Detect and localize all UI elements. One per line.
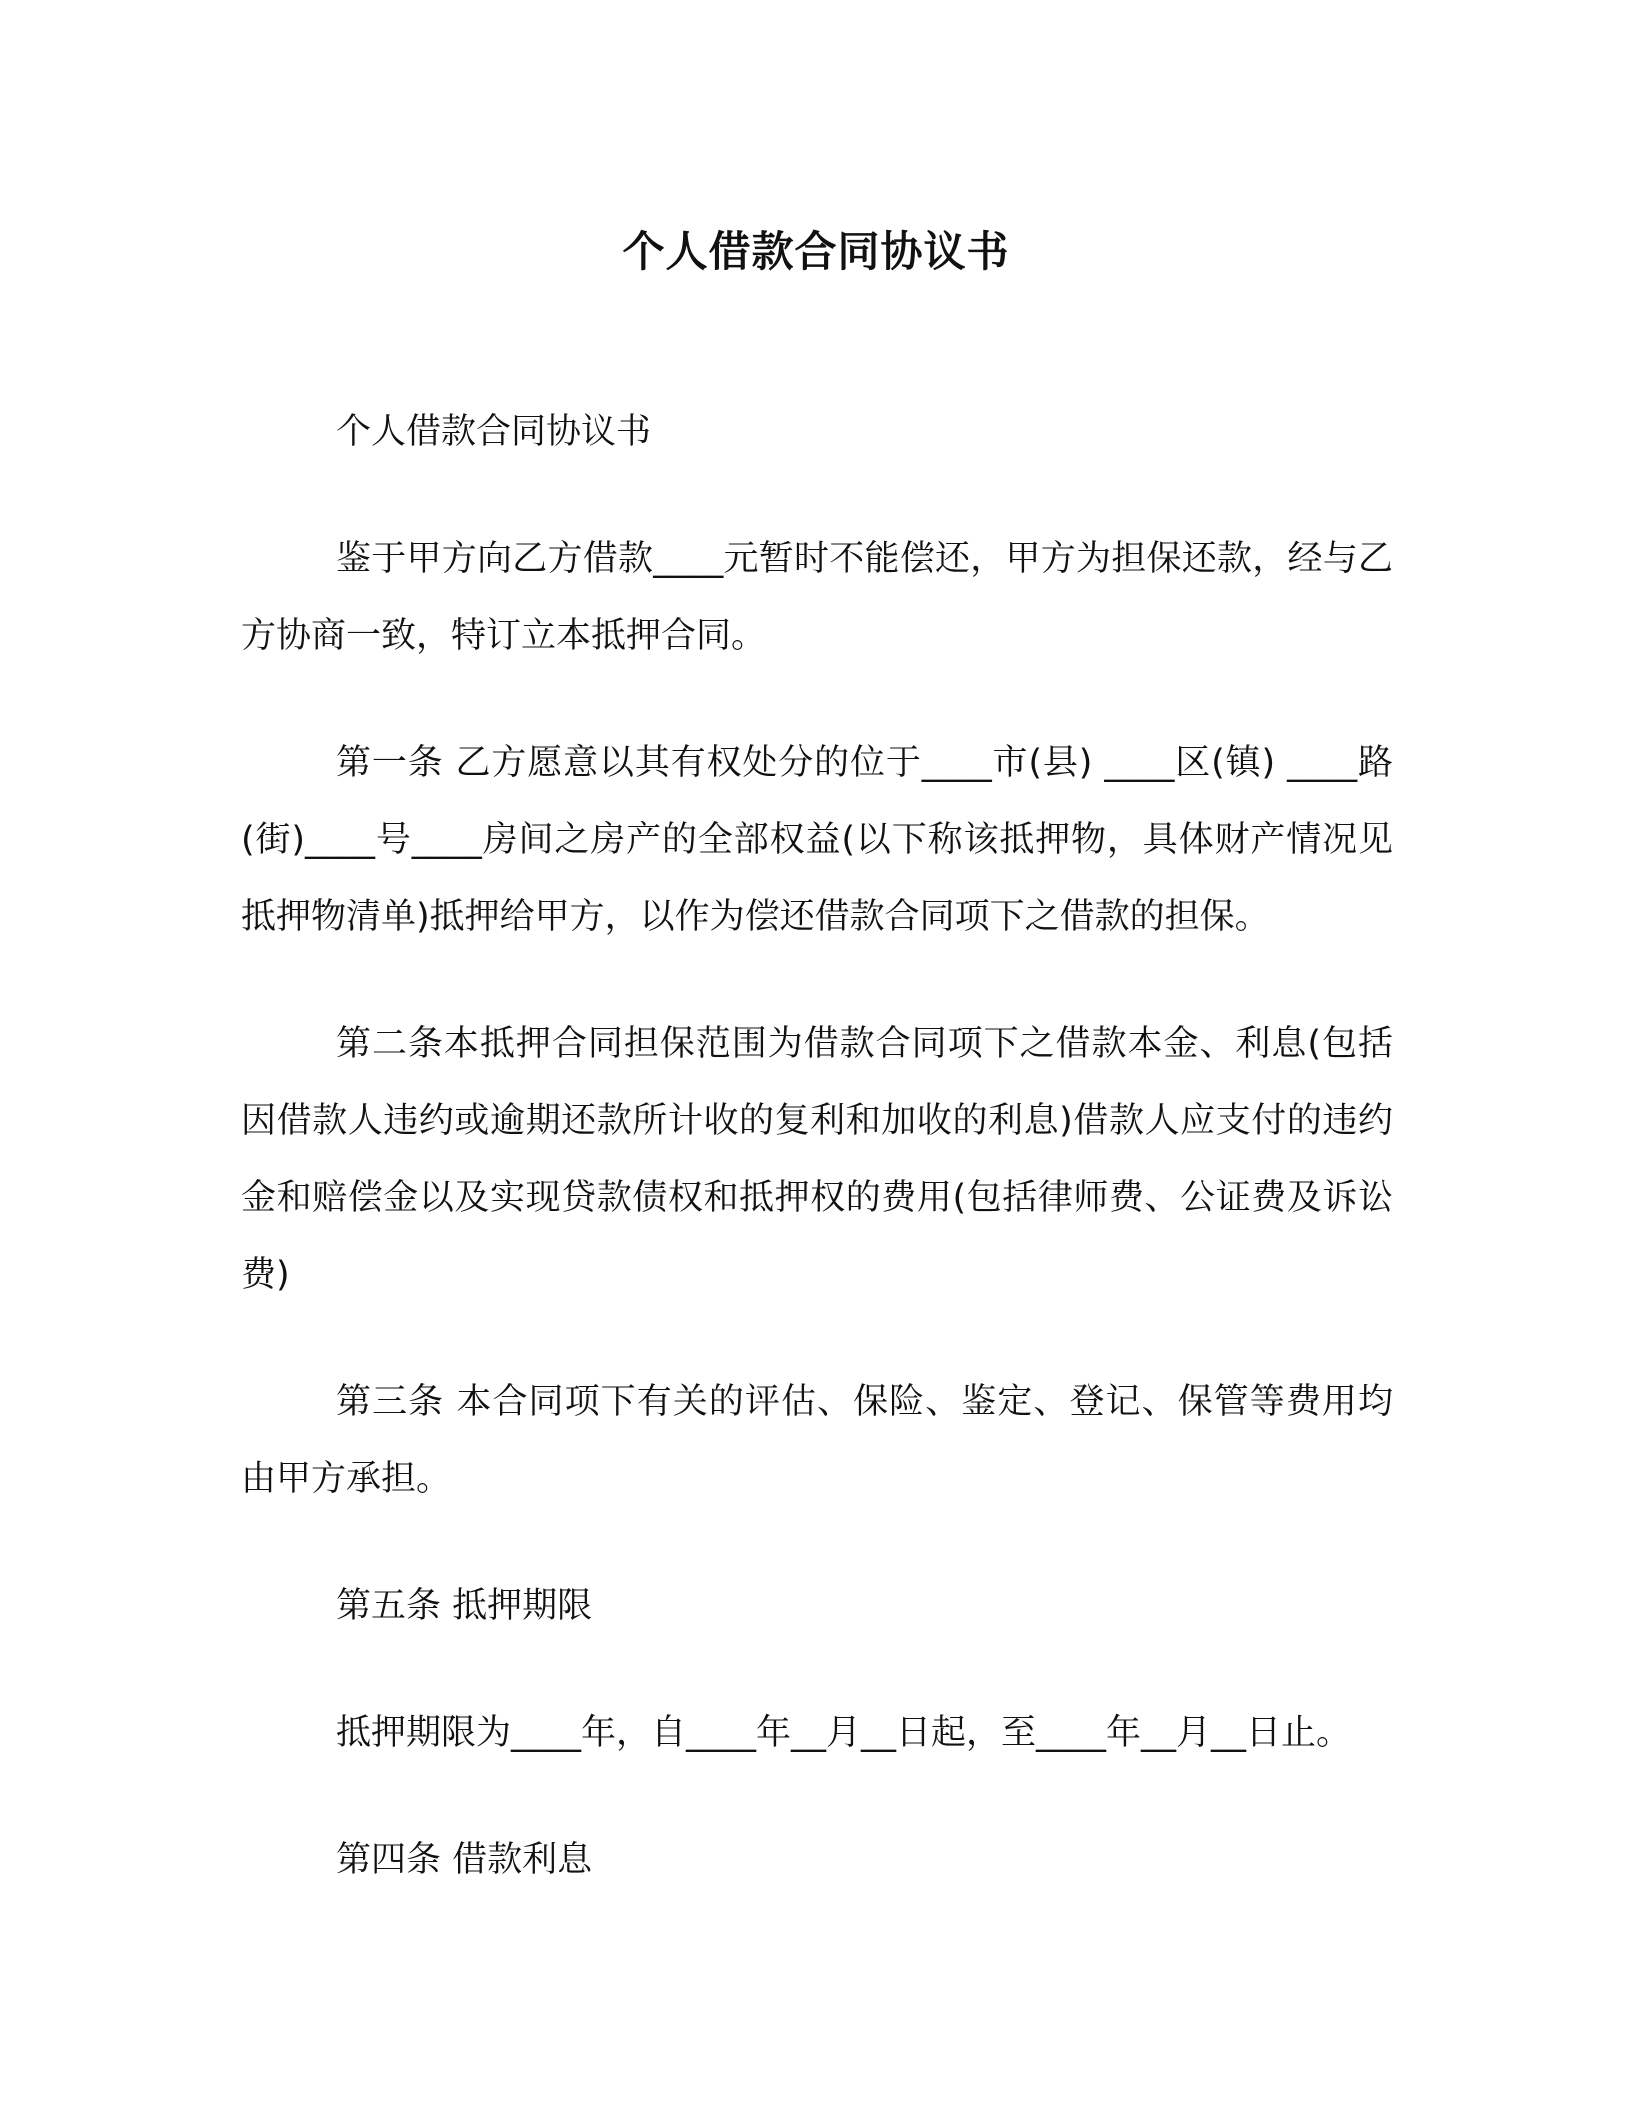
article-3-paragraph: 第三条 本合同项下有关的评估、保险、鉴定、登记、保管等费用均由甲方承担。 xyxy=(241,1382,1393,1499)
article-2-paragraph: 第二条本抵押合同担保范围为借款合同项下之借款本金、利息(包括因借款人违约或逾期还款所计收的复利和加收的利息)借款人应支付的违约金和赔偿金以及实现贷款债权和抵押权的费用(包括律师费、公证费及诉讼费) xyxy=(241,1024,1393,1295)
article-5-heading: 第五条 抵押期限 xyxy=(336,1586,593,1626)
document-body xyxy=(241,394,1393,1949)
subtitle-paragraph: 个人借款合同协议书 xyxy=(336,412,652,452)
document-title: 个人借款合同协议书 xyxy=(622,227,1010,276)
article-1-paragraph: 第一条 乙方愿意以其有权处分的位于____市(县) ____区(镇) ____路(街)____号____房间之房产的全部权益(以下称该抵押物，具体财产情况见抵押物清单)抵押给甲方，以作为偿还借款合同项下之借款的担保。 xyxy=(241,743,1393,937)
mortgage-term-paragraph: 抵押期限为____年，自____年__月__日起，至____年__月__日止。 xyxy=(336,1713,1352,1753)
preamble-paragraph: 鉴于甲方向乙方借款____元暂时不能偿还，甲方为担保还款，经与乙方协商一致，特订立本抵押合同。 xyxy=(241,539,1393,656)
article-4-heading: 第四条 借款利息 xyxy=(336,1840,593,1880)
